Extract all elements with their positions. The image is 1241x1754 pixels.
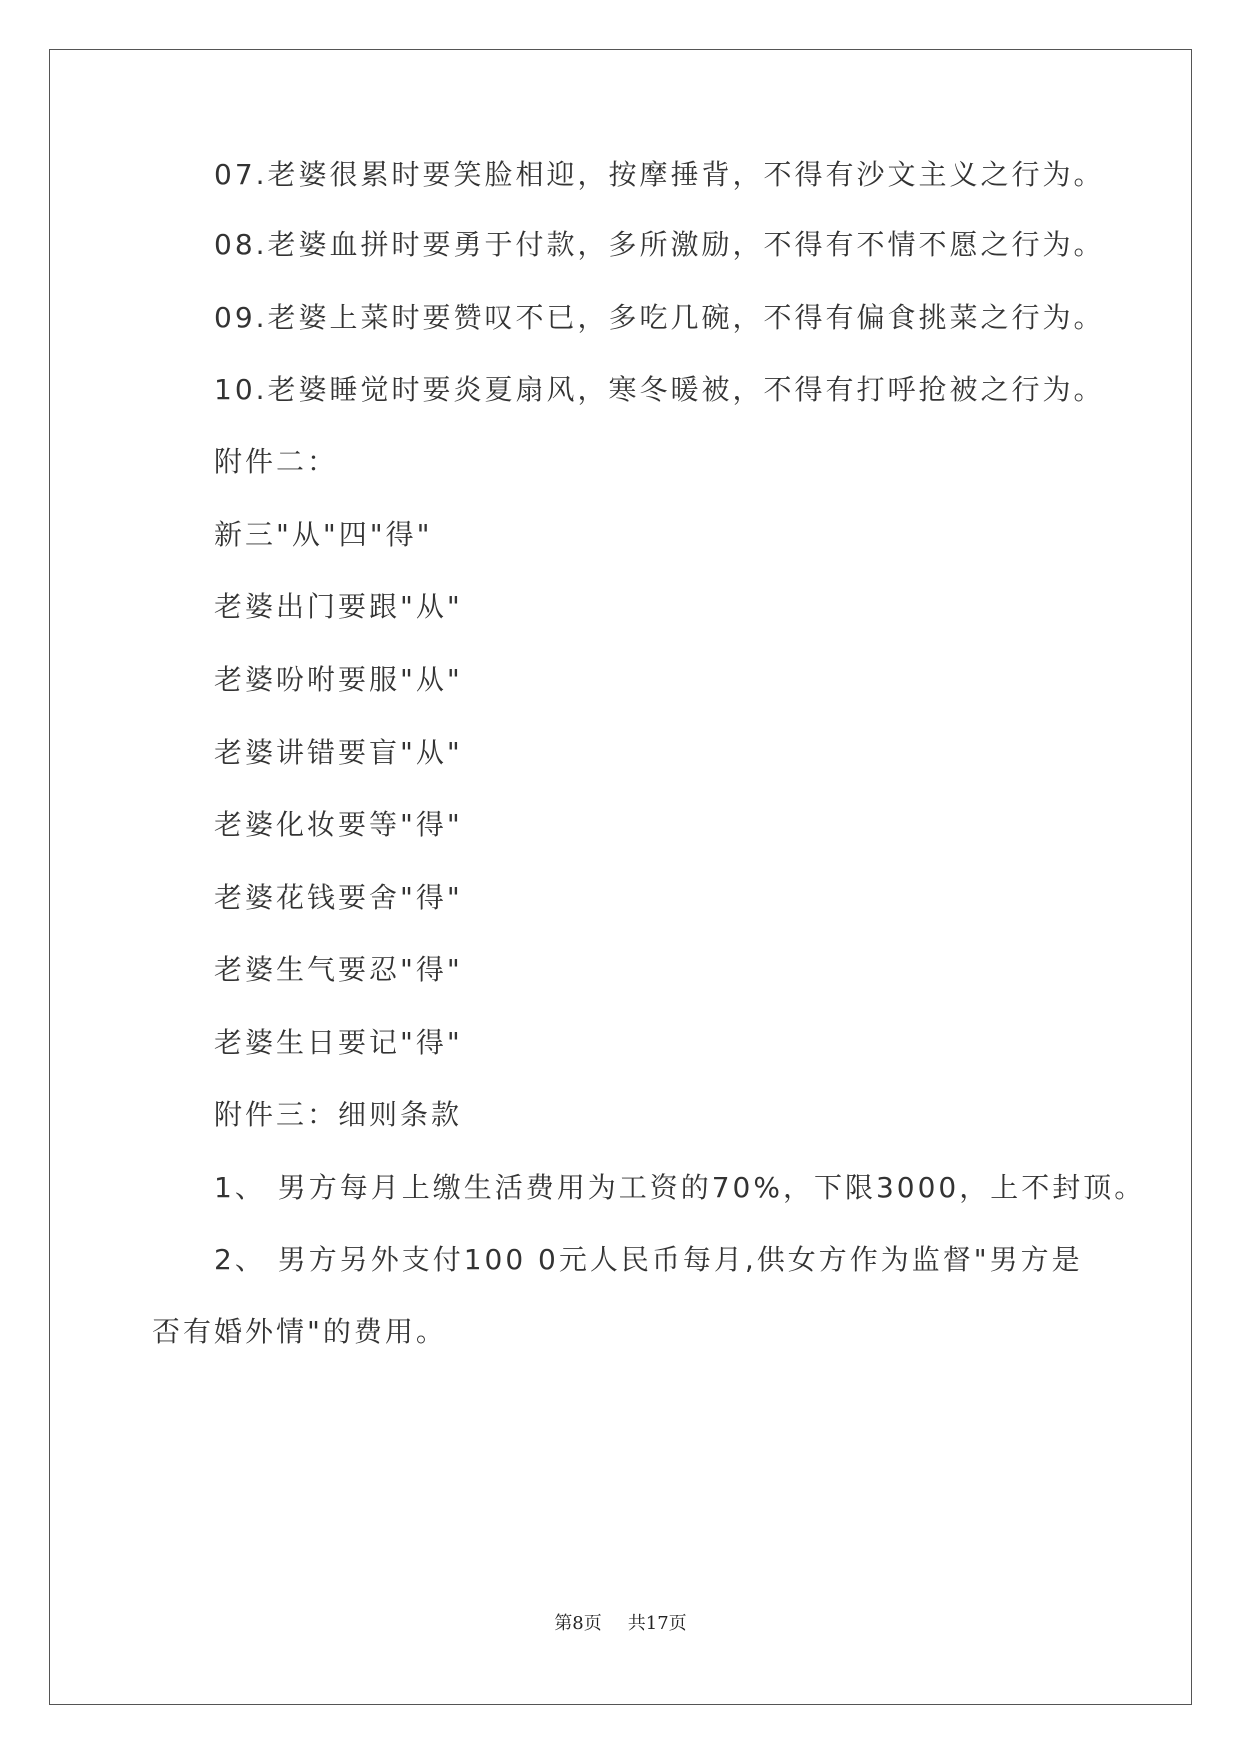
rule-08: 08.老婆血拼时要勇于付款，多所激励，不得有不情不愿之行为。 — [214, 228, 1105, 261]
attachment-two-title: 新三"从"四"得" — [214, 518, 433, 551]
list-item: 老婆出门要跟"从" — [214, 590, 463, 623]
rule-09: 09.老婆上菜时要赞叹不已，多吃几碗，不得有偏食挑菜之行为。 — [214, 301, 1105, 334]
rule-10: 10.老婆睡觉时要炎夏扇风，寒冬暖被，不得有打呼抢被之行为。 — [214, 373, 1105, 406]
clause-2: 2、 男方另外支付100 0元人民币每月,供女方作为监督"男方是 — [214, 1243, 1083, 1276]
clause-2-continued: 否有婚外情"的费用。 — [152, 1315, 447, 1348]
list-item: 老婆生日要记"得" — [214, 1026, 463, 1059]
list-item: 老婆化妆要等"得" — [214, 808, 463, 841]
page-total: 共17页 — [627, 1613, 687, 1634]
list-item: 老婆吩咐要服"从" — [214, 663, 463, 696]
list-item: 老婆讲错要盲"从" — [214, 736, 463, 769]
attachment-three-heading: 附件三：细则条款 — [214, 1098, 463, 1131]
page-footer — [0, 1612, 1241, 1636]
list-item: 老婆生气要忍"得" — [214, 953, 463, 986]
list-item: 老婆花钱要舍"得" — [214, 881, 463, 914]
attachment-two-heading: 附件二： — [214, 445, 339, 478]
clause-1: 1、 男方每月上缴生活费用为工资的70%，下限3000，上不封顶。 — [214, 1171, 1146, 1204]
page-number: 第8页 — [554, 1613, 602, 1634]
rule-07: 07.老婆很累时要笑脸相迎，按摩捶背，不得有沙文主义之行为。 — [214, 158, 1105, 191]
